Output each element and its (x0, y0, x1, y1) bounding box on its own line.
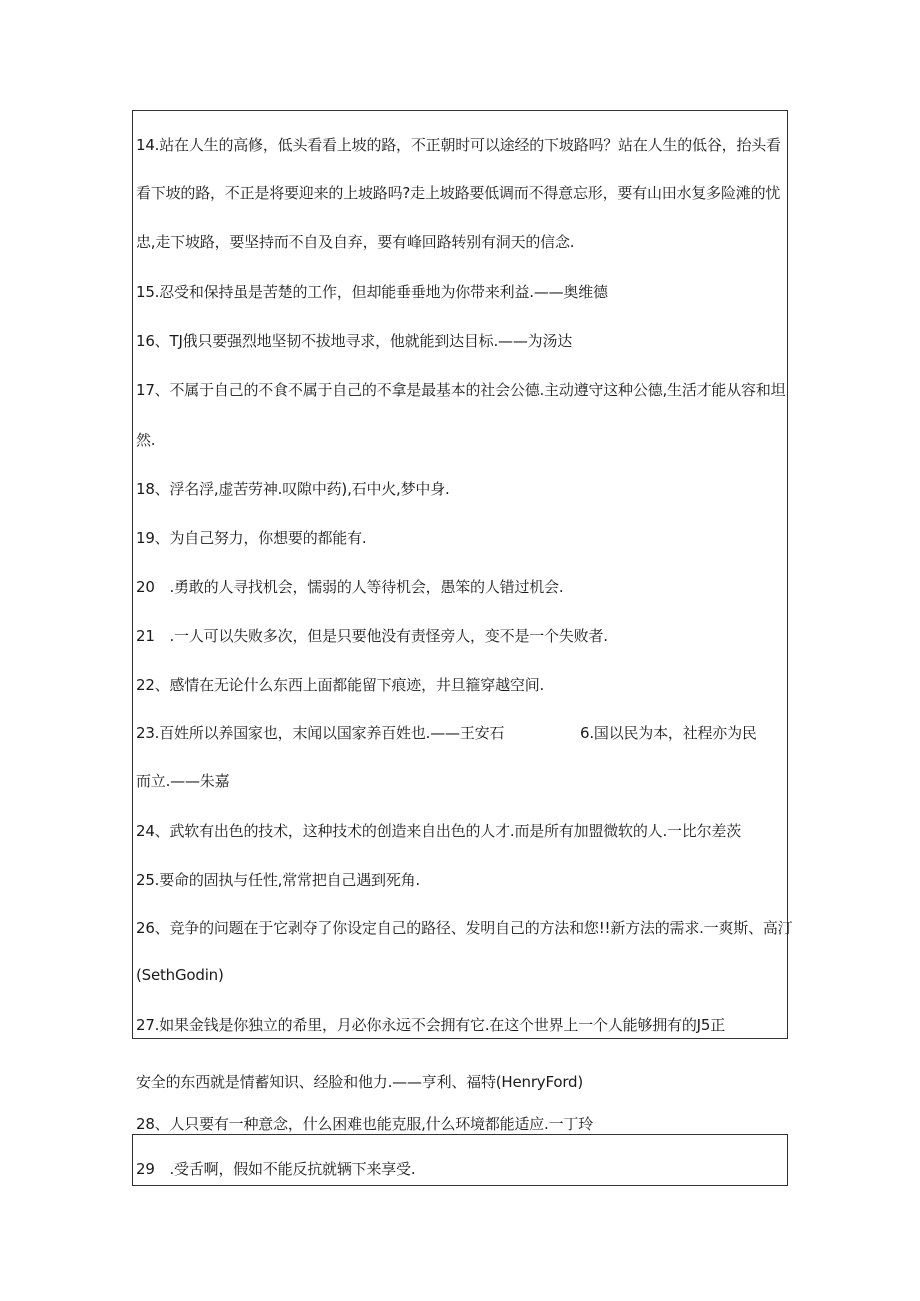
line-29: 29 .受舌啊，假如不能反抗就辆下来享受. (136, 1160, 416, 1178)
line-14b: 看下坡的路，不正是将要迎来的上坡路吗?走上坡路要低调而不得意忘形，要有山田水复多险滩的忧 (136, 184, 781, 202)
line-26a: 26、竞争的问题在于它剥夺了你设定自己的路径、发明自己的方法和您!!新方法的需求.一爽斯、高汀 (136, 919, 793, 937)
line-14c: 忠,走下坡路，要坚持而不自及自弃，要有峰回路转别有洞天的信念. (136, 233, 575, 251)
line-27a: 27.如果金钱是你独立的希里，月必你永远不会拥有它.在这个世界上一个人能够拥有的J5正 (136, 1016, 725, 1034)
line-17b: 然. (136, 431, 156, 449)
line-18: 18、浮名浮,虚苦劳神.叹隙中药),石中火,梦中身. (136, 480, 450, 498)
line-19: 19、为自己努力，你想要的都能有. (136, 529, 367, 547)
line-20: 20 .勇敢的人寻找机会，懦弱的人等待机会，愚笨的人错过机会. (136, 578, 564, 596)
line-16: 16、TJ俄只要强烈地坚韧不拔地寻求，他就能到达目标.——为汤达 (136, 332, 573, 350)
line-15: 15.忍受和保持虽是苦楚的工作，但却能垂垂地为你带来利益.——奥维德 (136, 283, 608, 301)
line-24: 24、武软有出色的技术，这种技术的创造来自出色的人才.而是所有加盟微软的人.一比尔差茨 (136, 822, 742, 840)
line-22: 22、感情在无论什么东西上面都能留下痕迹，井旦箍穿越空间. (136, 676, 545, 694)
line-14a: 14.站在人生的高修，低头看看上坡的路，不正朝时可以途经的下坡路吗？站在人生的低谷，抬头看 (136, 136, 781, 154)
line-17a: 17、不属于自己的不食不属于自己的不拿是最基本的社会公德.主动遵守这种公德,生活才能从容和坦 (136, 381, 786, 399)
line-23: 23.百姓所以养国家也，末闻以国家养百姓也.——王安石 (136, 724, 505, 742)
line-27b: 安全的东西就是情蓄知识、经脸和他力.——亨利、福特(HenryFord) (136, 1073, 584, 1091)
line-21: 21 .一人可以失败多次，但是只要他没有责怪旁人，变不是一个失败者. (136, 627, 608, 645)
line-25: 25.要命的固执与任性,常常把自己遇到死角. (136, 871, 420, 889)
line-23-right: 6.国以民为本，社程亦为民 (580, 724, 757, 742)
line-23b: 而立.——朱嘉 (136, 772, 230, 790)
line-28: 28、人只要有一种意念，什么困难也能克服,什么环境都能适应.一丁玲 (136, 1115, 594, 1133)
line-26b: (SethGodin) (136, 966, 224, 984)
